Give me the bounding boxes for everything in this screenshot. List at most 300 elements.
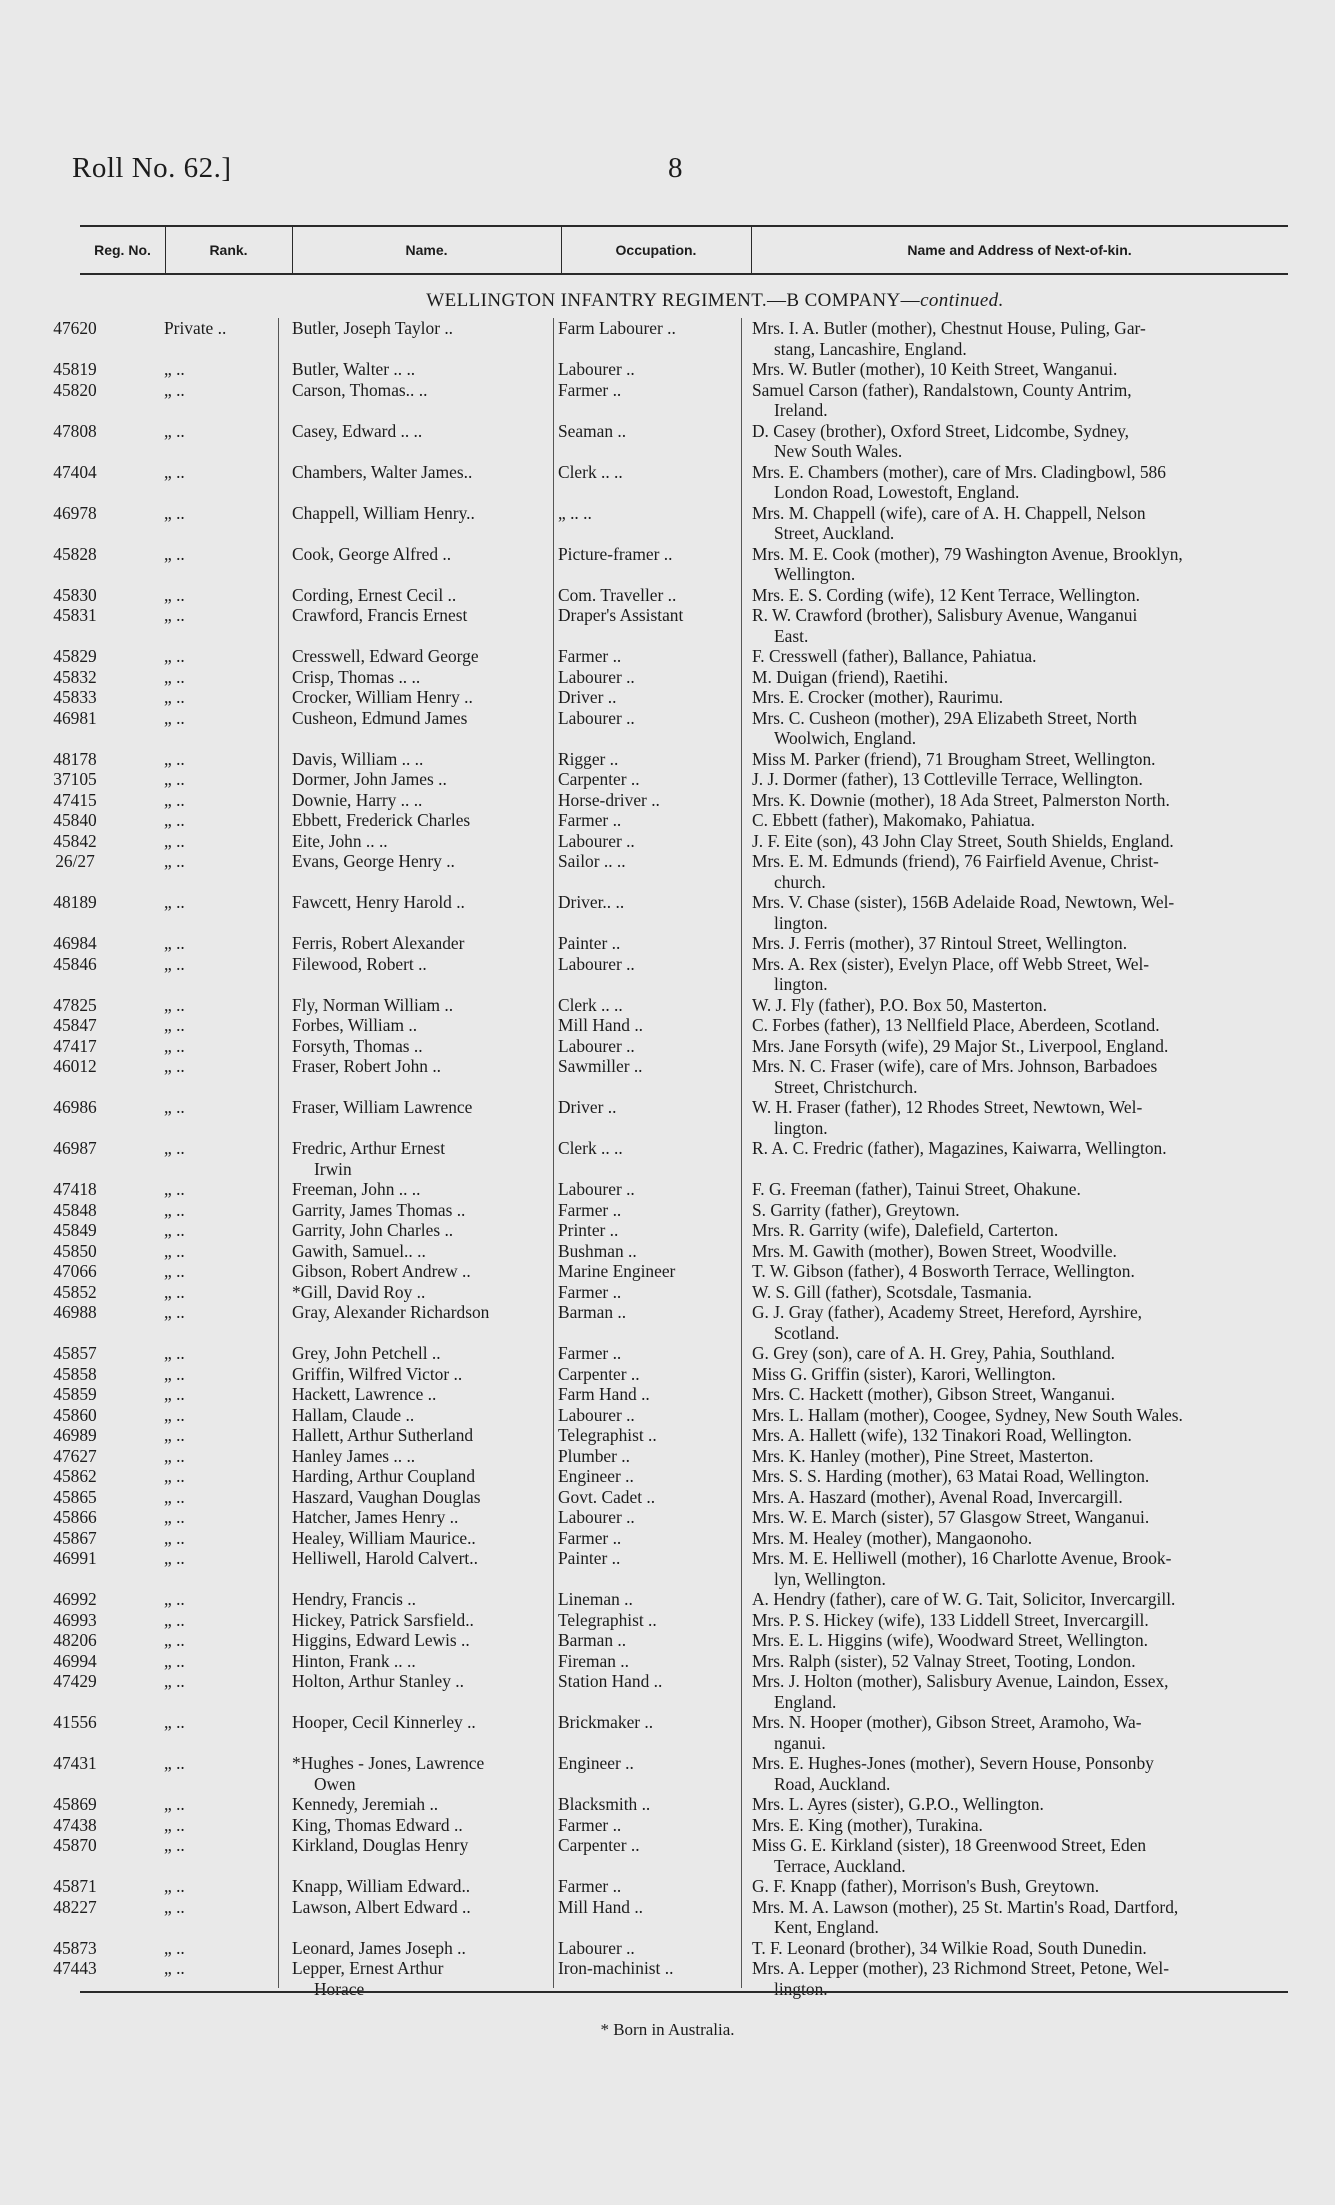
name-line: Fredric, Arthur Ernest	[292, 1138, 446, 1158]
name-cell	[280, 1630, 548, 1651]
table-row	[0, 1097, 1335, 1138]
name-cell	[280, 1302, 548, 1323]
name-cell	[280, 1261, 548, 1282]
occupation-cell: Carpenter ..	[558, 1835, 640, 1855]
next-of-kin-line: Ireland.	[774, 400, 828, 420]
occupation-cell: Painter ..	[558, 1548, 621, 1568]
rank-cell: „ ..	[164, 892, 185, 912]
next-of-kin-cell	[738, 1589, 1283, 1610]
next-of-kin-line: G. F. Knapp (father), Morrison's Bush, Greytown.	[752, 1876, 1100, 1896]
occupation-cell: Driver ..	[558, 687, 617, 707]
name-cell	[280, 1815, 548, 1836]
occupation-cell: Farmer ..	[558, 1876, 622, 1896]
name-line: Chambers, Walter James..	[292, 461, 473, 482]
next-of-kin-line: Street, Christchurch.	[774, 1076, 918, 1097]
column-header-name: Name.	[405, 242, 448, 258]
reg-number-cell: 46994	[53, 1650, 97, 1671]
table-row	[0, 708, 1335, 749]
reg-number-cell: 46992	[53, 1589, 97, 1609]
next-of-kin-line: Mrs. A. Hallett (wife), 132 Tinakori Road, Wellington.	[752, 1425, 1132, 1445]
next-of-kin-cell	[738, 544, 1283, 585]
next-of-kin-line: Mrs. N. C. Fraser (wife), care of Mrs. Johnson, Barbadoes	[752, 1056, 1158, 1076]
next-of-kin-cell	[738, 503, 1283, 544]
table-row	[0, 585, 1335, 606]
next-of-kin-line: Mrs. K. Downie (mother), 18 Ada Street, Palmerston North.	[752, 789, 1170, 810]
rank-cell: „ ..	[164, 543, 185, 564]
occupation-cell: Sawmiller ..	[558, 1056, 643, 1076]
name-line: Knapp, William Edward..	[292, 1876, 471, 1896]
reg-number-cell: 48189	[53, 892, 97, 912]
name-cell	[280, 1015, 548, 1036]
name-cell	[280, 585, 548, 606]
rank-cell: „ ..	[164, 830, 185, 851]
occupation-cell: Driver ..	[558, 1097, 617, 1117]
reg-number-cell: 48227	[53, 1896, 97, 1917]
occupation-cell: Rigger ..	[558, 748, 619, 769]
next-of-kin-line: Mrs. M. E. Cook (mother), 79 Washington Avenue, Brooklyn,	[752, 543, 1183, 564]
reg-number-cell: 46993	[53, 1609, 97, 1630]
reg-number-cell: 45865	[53, 1486, 97, 1507]
occupation-cell: Seaman ..	[558, 420, 627, 441]
column-header-occupation: Occupation.	[615, 242, 697, 258]
name-line: Carson, Thomas.. ..	[292, 379, 428, 400]
name-line: Hickey, Patrick Sarsfield..	[292, 1609, 474, 1630]
rank-cell: „ ..	[164, 933, 185, 953]
name-cell	[280, 954, 548, 975]
occupation-cell: Labourer ..	[558, 1507, 635, 1527]
next-of-kin-line: Mrs. L. Ayres (sister), G.P.O., Wellington.	[752, 1794, 1044, 1814]
name-cell	[280, 1179, 548, 1200]
rank-cell: „ ..	[164, 1261, 185, 1281]
name-line: Hinton, Frank .. ..	[292, 1650, 416, 1671]
next-of-kin-cell	[738, 708, 1283, 749]
next-of-kin-cell	[738, 1630, 1283, 1651]
reg-number-cell: 47404	[53, 461, 97, 482]
name-cell	[280, 851, 548, 872]
next-of-kin-line: Mrs. V. Chase (sister), 156B Adelaide Road, Newtown, Wel-	[752, 892, 1175, 912]
reg-number-cell: 45849	[53, 1220, 97, 1240]
occupation-cell: Farmer ..	[558, 1281, 622, 1302]
occupation-cell: Horse-driver ..	[558, 789, 660, 810]
name-line: Higgins, Edward Lewis ..	[292, 1630, 470, 1650]
name-line: Ebbett, Frederick Charles	[292, 810, 471, 830]
name-line: Harding, Arthur Coupland	[292, 1466, 476, 1486]
next-of-kin-cell	[738, 1610, 1283, 1631]
reg-number-cell: 46012	[53, 1056, 97, 1076]
next-of-kin-cell	[738, 1343, 1283, 1364]
name-line: *Gill, David Roy ..	[292, 1281, 426, 1302]
next-of-kin-line: Mrs. R. Garrity (wife), Dalefield, Carterton.	[752, 1220, 1059, 1240]
name-cell	[280, 1876, 548, 1897]
table-row	[0, 810, 1335, 831]
next-of-kin-line: J. J. Dormer (father), 13 Cottleville Terrace, Wellington.	[752, 769, 1143, 789]
next-of-kin-cell	[738, 1528, 1283, 1549]
next-of-kin-line: Mrs. E. Hughes-Jones (mother), Severn House, Ponsonby	[752, 1753, 1154, 1773]
occupation-cell: Engineer ..	[558, 1466, 634, 1486]
occupation-cell: Plumber ..	[558, 1445, 630, 1466]
rank-cell: „ ..	[164, 1199, 185, 1220]
name-line: Butler, Walter .. ..	[292, 359, 416, 379]
table-row	[0, 1548, 1335, 1589]
next-of-kin-line: Mrs. K. Hanley (mother), Pine Street, Masterton.	[752, 1445, 1094, 1466]
next-of-kin-line: S. Garrity (father), Greytown.	[752, 1199, 960, 1220]
next-of-kin-line: Mrs. M. Gawith (mother), Bowen Street, Woodville.	[752, 1240, 1117, 1261]
next-of-kin-line: Terrace, Auckland.	[774, 1855, 906, 1876]
next-of-kin-cell	[738, 933, 1283, 954]
next-of-kin-cell	[738, 1302, 1283, 1343]
reg-number-cell: 48206	[53, 1630, 97, 1650]
occupation-cell: Mill Hand ..	[558, 1896, 644, 1917]
next-of-kin-line: F. Cresswell (father), Ballance, Pahiatua.	[752, 646, 1037, 666]
next-of-kin-cell	[738, 380, 1283, 421]
occupation-cell: Carpenter ..	[558, 1363, 640, 1384]
rank-cell: „ ..	[164, 584, 185, 605]
occupation-cell: Lineman ..	[558, 1589, 633, 1609]
next-of-kin-line: Mrs. J. Holton (mother), Salisbury Avenue, Laindon, Essex,	[752, 1671, 1169, 1691]
next-of-kin-line: Mrs. M. Healey (mother), Mangaonoho.	[752, 1527, 1033, 1548]
reg-number-cell: 47443	[53, 1958, 97, 1978]
occupation-cell: Labourer ..	[558, 830, 635, 851]
occupation-cell: Labourer ..	[558, 1179, 635, 1199]
next-of-kin-line: Mrs. M. A. Lawson (mother), 25 St. Martin's Road, Dartford,	[752, 1896, 1179, 1917]
next-of-kin-cell	[738, 769, 1283, 790]
occupation-cell: Farmer ..	[558, 646, 622, 666]
rank-cell: „ ..	[164, 810, 185, 830]
next-of-kin-line: Mrs. E. Crocker (mother), Raurimu.	[752, 687, 1004, 707]
rank-cell: „ ..	[164, 748, 185, 769]
name-cell	[280, 1610, 548, 1631]
next-of-kin-line: Mrs. N. Hooper (mother), Gibson Street, Aramoho, Wa-	[752, 1712, 1142, 1732]
name-line: Casey, Edward .. ..	[292, 420, 423, 441]
reg-number-cell: 48178	[53, 748, 97, 769]
name-cell	[280, 1097, 548, 1118]
occupation-cell: Fireman ..	[558, 1650, 629, 1671]
table-row	[0, 1056, 1335, 1097]
next-of-kin-line: Miss G. E. Kirkland (sister), 18 Greenwood Street, Eden	[752, 1835, 1147, 1855]
rank-cell: „ ..	[164, 1835, 185, 1855]
rank-cell: „ ..	[164, 1097, 185, 1117]
next-of-kin-line: Mrs. I. A. Butler (mother), Chestnut House, Puling, Gar-	[752, 318, 1146, 338]
name-line: Chappell, William Henry..	[292, 502, 475, 523]
reg-number-cell: 46981	[53, 707, 97, 728]
occupation-cell: Com. Traveller ..	[558, 584, 677, 605]
next-of-kin-line: Mrs. E. M. Edmunds (friend), 76 Fairfield Avenue, Christ-	[752, 851, 1159, 871]
name-cell	[280, 1343, 548, 1364]
table-row	[0, 749, 1335, 770]
table-row	[0, 995, 1335, 1016]
name-cell	[280, 1405, 548, 1426]
rank-cell: „ ..	[164, 1179, 185, 1199]
table-row	[0, 1343, 1335, 1364]
reg-number-cell: 47431	[53, 1753, 97, 1773]
occupation-cell: Bushman ..	[558, 1240, 637, 1261]
next-of-kin-line: Mrs. A. Haszard (mother), Avenal Road, Invercargill.	[752, 1486, 1123, 1507]
table-row	[0, 1589, 1335, 1610]
name-cell	[280, 380, 548, 401]
next-of-kin-cell	[738, 1815, 1283, 1836]
reg-number-cell: 45857	[53, 1343, 97, 1363]
table-row	[0, 359, 1335, 380]
name-line: Cusheon, Edmund James	[292, 707, 468, 728]
next-of-kin-line: Mrs. E. Chambers (mother), care of Mrs. Cladingbowl, 586	[752, 461, 1166, 482]
name-line: Fraser, Robert John ..	[292, 1056, 442, 1076]
reg-number-cell: 45831	[53, 605, 97, 625]
name-line: Gawith, Samuel.. ..	[292, 1240, 426, 1261]
rank-cell: „ ..	[164, 1466, 185, 1486]
table-row	[0, 380, 1335, 421]
next-of-kin-line: Mrs. C. Cusheon (mother), 29A Elizabeth Street, North	[752, 707, 1137, 728]
next-of-kin-line: lington.	[774, 974, 828, 994]
table-row	[0, 1466, 1335, 1487]
occupation-cell: „ .. ..	[558, 502, 592, 523]
next-of-kin-cell	[738, 605, 1283, 646]
table-row	[0, 1405, 1335, 1426]
occupation-cell: Farm Labourer ..	[558, 318, 676, 338]
next-of-kin-cell	[738, 749, 1283, 770]
table-row	[0, 503, 1335, 544]
table-row	[0, 1815, 1335, 1836]
occupation-cell: Farmer ..	[558, 810, 622, 830]
rank-cell: „ ..	[164, 1876, 185, 1896]
next-of-kin-cell	[738, 462, 1283, 503]
rank-cell: „ ..	[164, 605, 185, 625]
reg-number-cell: 47415	[53, 789, 97, 810]
next-of-kin-line: Mrs. Ralph (sister), 52 Valnay Street, Tooting, London.	[752, 1650, 1136, 1671]
rank-cell: „ ..	[164, 420, 185, 441]
next-of-kin-cell	[738, 1753, 1283, 1794]
rank-cell: „ ..	[164, 1384, 185, 1404]
name-line: Garrity, John Charles ..	[292, 1220, 454, 1240]
name-cell	[280, 708, 548, 729]
next-of-kin-line: England.	[774, 1691, 837, 1712]
occupation-cell: Picture-framer ..	[558, 543, 673, 564]
reg-number-cell: 45862	[53, 1466, 97, 1486]
next-of-kin-cell	[738, 1507, 1283, 1528]
next-of-kin-line: Mrs. A. Lepper (mother), 23 Richmond Street, Petone, Wel-	[752, 1958, 1170, 1978]
name-cell	[280, 1712, 548, 1733]
reg-number-cell: 45848	[53, 1199, 97, 1220]
reg-number-cell: 45873	[53, 1937, 97, 1958]
table-row	[0, 1897, 1335, 1938]
next-of-kin-line: Mrs. W. E. March (sister), 57 Glasgow Street, Wanganui.	[752, 1507, 1150, 1527]
rank-cell: „ ..	[164, 666, 185, 687]
table-row	[0, 1384, 1335, 1405]
name-line: Haszard, Vaughan Douglas	[292, 1486, 481, 1507]
table-row	[0, 667, 1335, 688]
next-of-kin-line: Road, Auckland.	[774, 1773, 891, 1794]
occupation-cell: Marine Engineer	[558, 1261, 676, 1281]
rank-cell: „ ..	[164, 1445, 185, 1466]
section-heading-text: WELLINGTON INFANTRY REGIMENT.—B COMPANY—	[426, 290, 921, 311]
name-line: Evans, George Henry ..	[292, 851, 455, 871]
occupation-cell: Clerk .. ..	[558, 1138, 623, 1158]
name-cell	[280, 462, 548, 483]
rank-cell: „ ..	[164, 646, 185, 666]
name-cell	[280, 605, 548, 626]
rank-cell: „ ..	[164, 1794, 185, 1814]
next-of-kin-cell	[738, 892, 1283, 933]
name-cell	[280, 1835, 548, 1856]
rank-cell: „ ..	[164, 1896, 185, 1917]
name-cell	[280, 1753, 548, 1794]
next-of-kin-line: W. S. Gill (father), Scotsdale, Tasmania.	[752, 1281, 1032, 1302]
name-cell	[280, 1651, 548, 1672]
header-rule-top	[80, 225, 1288, 227]
next-of-kin-cell	[738, 954, 1283, 995]
table-row	[0, 1138, 1335, 1179]
rank-cell: „ ..	[164, 379, 185, 400]
name-cell	[280, 810, 548, 831]
reg-number-cell: 47429	[53, 1671, 97, 1691]
table-row	[0, 605, 1335, 646]
name-cell	[280, 1200, 548, 1221]
name-line: Kennedy, Jeremiah ..	[292, 1794, 439, 1814]
reg-number-cell: 45830	[53, 584, 97, 605]
next-of-kin-line: Samuel Carson (father), Randalstown, County Antrim,	[752, 379, 1132, 400]
table-row	[0, 1938, 1335, 1959]
reg-number-cell: 45859	[53, 1384, 97, 1404]
next-of-kin-cell	[738, 831, 1283, 852]
table-row	[0, 1179, 1335, 1200]
reg-number-cell: 46987	[53, 1138, 97, 1158]
name-line: Hallett, Arthur Sutherland	[292, 1425, 474, 1445]
next-of-kin-line: church.	[774, 871, 826, 892]
occupation-cell: Engineer ..	[558, 1753, 634, 1773]
reg-number-cell: 45832	[53, 666, 97, 687]
next-of-kin-line: Mrs. L. Hallam (mother), Coogee, Sydney, New South Wales.	[752, 1404, 1183, 1425]
rank-cell: „ ..	[164, 789, 185, 810]
name-line: Davis, William .. ..	[292, 748, 424, 769]
occupation-cell: Labourer ..	[558, 359, 635, 379]
name-cell	[280, 667, 548, 688]
roll-number: Roll No. 62.]	[72, 152, 232, 184]
table-row	[0, 1753, 1335, 1794]
rank-cell: „ ..	[164, 1937, 185, 1958]
reg-number-cell: 47825	[53, 994, 97, 1015]
next-of-kin-cell	[738, 1384, 1283, 1405]
next-of-kin-line: Mrs. E. S. Cording (wife), 12 Kent Terrace, Wellington.	[752, 584, 1140, 605]
next-of-kin-cell	[738, 1876, 1283, 1897]
rank-cell: „ ..	[164, 1589, 185, 1609]
next-of-kin-cell	[738, 1261, 1283, 1282]
next-of-kin-line: Mrs. M. E. Helliwell (mother), 16 Charlotte Avenue, Brook-	[752, 1548, 1172, 1568]
table-row	[0, 1261, 1335, 1282]
next-of-kin-line: Kent, England.	[774, 1917, 879, 1937]
name-cell	[280, 687, 548, 708]
name-cell	[280, 503, 548, 524]
rank-cell: „ ..	[164, 1650, 185, 1671]
occupation-cell: Barman ..	[558, 1302, 627, 1322]
reg-number-cell: 47438	[53, 1814, 97, 1835]
next-of-kin-cell	[738, 1446, 1283, 1467]
name-cell	[280, 831, 548, 852]
reg-number-cell: 45840	[53, 810, 97, 830]
name-line: Filewood, Robert ..	[292, 953, 427, 974]
occupation-cell: Mill Hand ..	[558, 1015, 644, 1035]
reg-number-cell: 47627	[53, 1445, 97, 1466]
name-line: Lawson, Albert Edward ..	[292, 1896, 471, 1917]
reg-number-cell: 45860	[53, 1404, 97, 1425]
name-cell	[280, 646, 548, 667]
table-row	[0, 892, 1335, 933]
rank-cell: „ ..	[164, 687, 185, 707]
reg-number-cell: 46986	[53, 1097, 97, 1117]
reg-number-cell: 45846	[53, 953, 97, 974]
name-line: Grey, John Petchell ..	[292, 1343, 441, 1363]
rank-cell: „ ..	[164, 1548, 185, 1568]
next-of-kin-cell	[738, 1405, 1283, 1426]
reg-number-cell: 46989	[53, 1425, 97, 1445]
next-of-kin-cell	[738, 1179, 1283, 1200]
reg-number-cell: 47620	[53, 318, 97, 338]
rank-cell: „ ..	[164, 502, 185, 523]
name-line: Hanley James .. ..	[292, 1445, 416, 1466]
name-cell	[280, 1794, 548, 1815]
name-line: Hooper, Cecil Kinnerley ..	[292, 1712, 476, 1732]
rank-cell: „ ..	[164, 1015, 185, 1035]
name-cell	[280, 1425, 548, 1446]
next-of-kin-cell	[738, 1794, 1283, 1815]
reg-number-cell: 47418	[53, 1179, 97, 1199]
table-row	[0, 1036, 1335, 1057]
next-of-kin-cell	[738, 1364, 1283, 1385]
next-of-kin-line: Mrs. C. Hackett (mother), Gibson Street, Wanganui.	[752, 1384, 1115, 1404]
table-row	[0, 851, 1335, 892]
next-of-kin-line: G. Grey (son), care of A. H. Grey, Pahia, Southland.	[752, 1343, 1116, 1363]
next-of-kin-cell	[738, 1938, 1283, 1959]
occupation-cell: Farm Hand ..	[558, 1384, 650, 1404]
name-cell	[280, 1897, 548, 1918]
name-cell	[280, 1671, 548, 1692]
name-cell	[280, 1036, 548, 1057]
rank-cell: „ ..	[164, 994, 185, 1015]
table-row	[0, 1712, 1335, 1753]
table-row	[0, 954, 1335, 995]
name-line: Crocker, William Henry ..	[292, 687, 473, 707]
next-of-kin-line: T. W. Gibson (father), 4 Bosworth Terrace, Wellington.	[752, 1261, 1135, 1281]
reg-number-cell: 45829	[53, 646, 97, 666]
header-rule-bottom	[80, 273, 1288, 275]
next-of-kin-line: Street, Auckland.	[774, 523, 895, 543]
name-cell	[280, 1364, 548, 1385]
occupation-cell: Blacksmith ..	[558, 1794, 651, 1814]
table-row	[0, 1241, 1335, 1262]
reg-number-cell: 46984	[53, 933, 97, 953]
reg-number-cell: 45833	[53, 687, 97, 707]
next-of-kin-cell	[738, 810, 1283, 831]
occupation-cell: Farmer ..	[558, 1343, 622, 1363]
next-of-kin-cell	[738, 1220, 1283, 1241]
table-row	[0, 544, 1335, 585]
next-of-kin-cell	[738, 790, 1283, 811]
occupation-cell: Labourer ..	[558, 1035, 635, 1056]
rank-cell: „ ..	[164, 1240, 185, 1261]
next-of-kin-line: R. W. Crawford (brother), Salisbury Avenue, Wanganui	[752, 605, 1138, 625]
name-line: Irwin	[314, 1158, 352, 1179]
next-of-kin-cell	[738, 1671, 1283, 1712]
name-line: King, Thomas Edward ..	[292, 1814, 463, 1835]
next-of-kin-cell	[738, 1487, 1283, 1508]
next-of-kin-cell	[738, 667, 1283, 688]
occupation-cell: Farmer ..	[558, 1199, 622, 1220]
next-of-kin-line: A. Hendry (father), care of W. G. Tait, Solicitor, Invercargill.	[752, 1589, 1176, 1609]
next-of-kin-cell	[738, 359, 1283, 380]
occupation-cell: Labourer ..	[558, 953, 635, 974]
reg-number-cell: 45852	[53, 1281, 97, 1302]
reg-number-cell: 46988	[53, 1302, 97, 1322]
rank-cell: „ ..	[164, 1958, 185, 1978]
next-of-kin-line: Mrs. W. Butler (mother), 10 Keith Street, Wanganui.	[752, 359, 1118, 379]
